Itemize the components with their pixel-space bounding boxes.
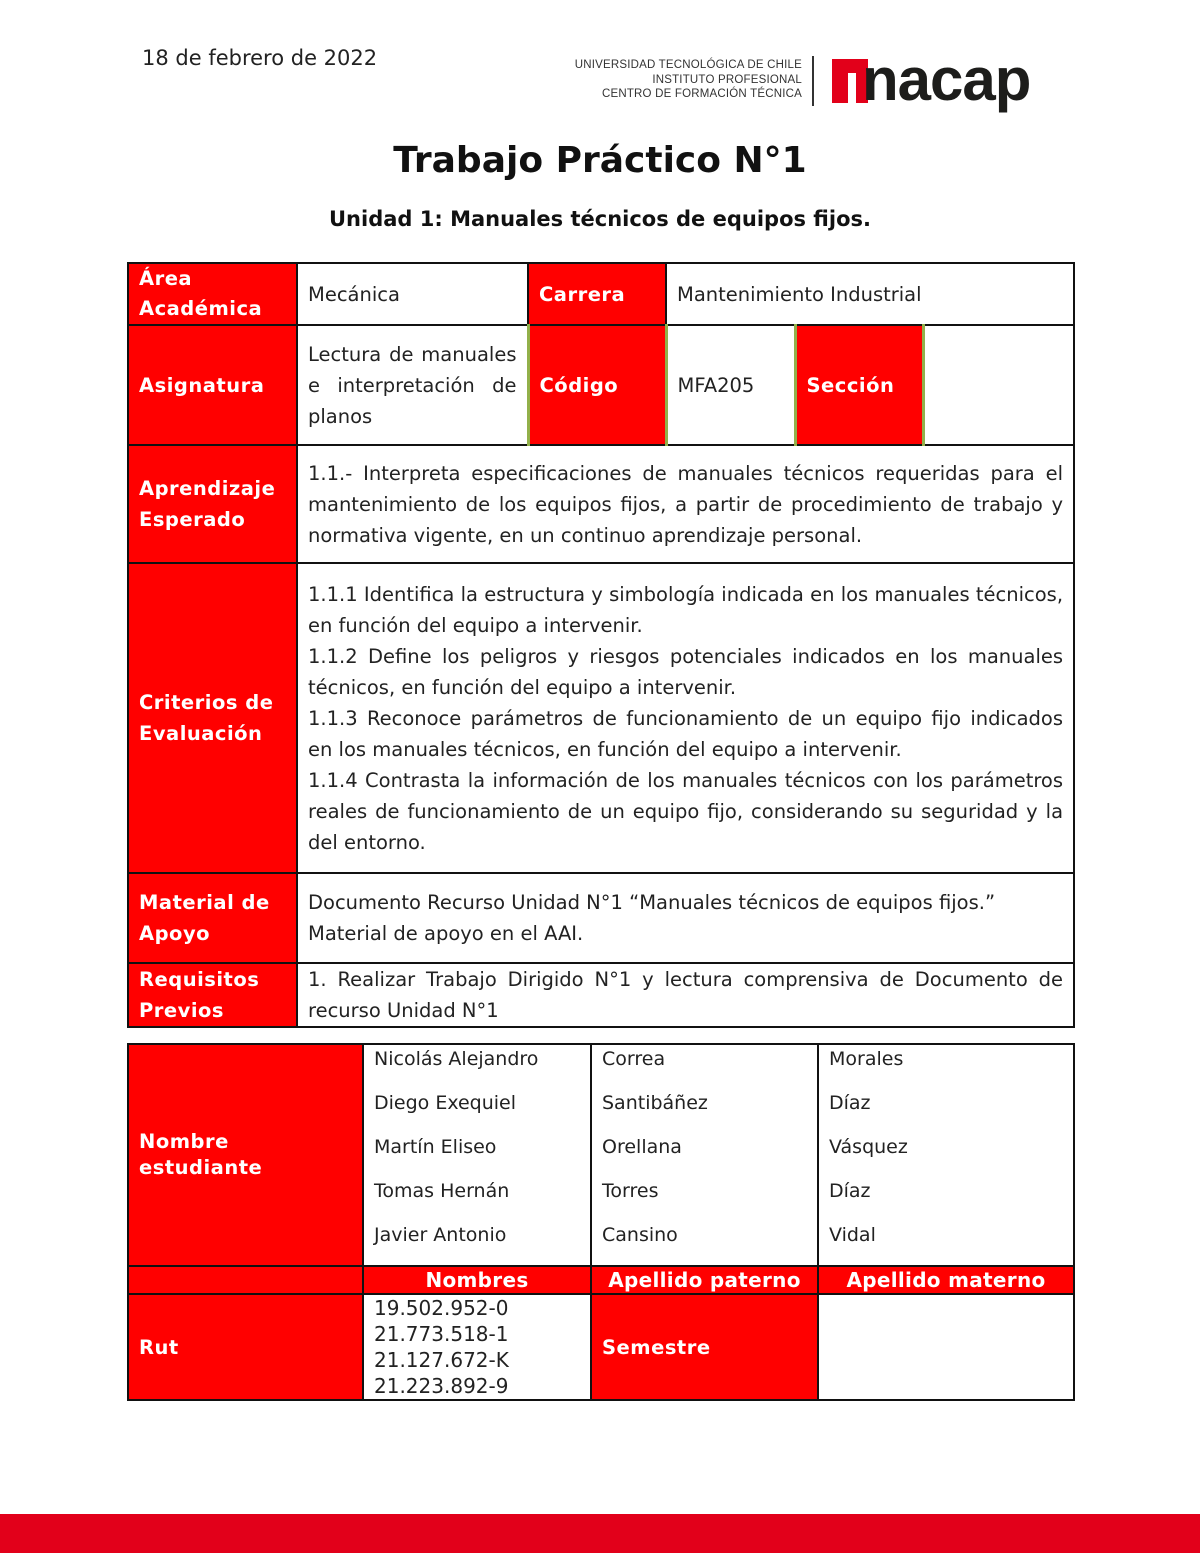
student-paternal-surname: Orellana — [602, 1136, 682, 1158]
student-first-name: Martín Eliseo — [374, 1136, 497, 1158]
codigo-label: Código — [528, 325, 666, 445]
rut-value: 21.127.672-K — [374, 1348, 509, 1372]
course-info-table — [127, 262, 1075, 1028]
institution-line: CENTRO DE FORMACIÓN TÉCNICA — [601, 88, 802, 100]
material-list — [297, 873, 1074, 963]
seccion-value — [923, 325, 1074, 445]
document-date: 18 de febrero de 2022 — [142, 46, 378, 70]
asignatura-label: Asignatura — [128, 325, 297, 445]
material-item: Documento Recurso Unidad N°1 “Manuales técnicos de equipos fijos.” — [308, 891, 996, 914]
student-first-name: Diego Exequiel — [374, 1092, 517, 1114]
codigo-value: MFA205 — [666, 325, 795, 445]
requisitos-value: 1. Realizar Trabajo Dirigido N°1 y lectura comprensiva de Documento de recurso Unidad N°1 — [297, 963, 1074, 1027]
student-first-name: Nicolás Alejandro — [374, 1048, 539, 1070]
aprendizaje-label: Aprendizaje Esperado — [128, 445, 297, 563]
student-paternal-surname: Santibáñez — [602, 1092, 708, 1114]
student-maternal-surname: Díaz — [829, 1092, 871, 1114]
criterios-list — [297, 563, 1074, 873]
aprendizaje-value: 1.1.- Interpreta especificaciones de manuales técnicos requeridas para el mantenimiento de los equipos fijos, a partir de procedimiento de trabajo y normativa vigente, en un continuo aprendizaje personal. — [297, 445, 1074, 563]
institution-lines — [560, 58, 802, 102]
paterno-column — [591, 1044, 818, 1266]
criterios-label: Criterios de Evaluación — [128, 563, 297, 873]
carrera-label: Carrera — [528, 263, 666, 325]
student-label: Nombre estudiante — [128, 1044, 363, 1266]
col-header-nombres: Nombres — [363, 1266, 591, 1294]
rut-label: Rut — [128, 1294, 363, 1400]
page-title: Trabajo Práctico N°1 — [393, 140, 807, 181]
material-label: Material de Apoyo — [128, 873, 297, 963]
student-maternal-surname: Morales — [829, 1048, 904, 1070]
semestre-label: Semestre — [591, 1294, 818, 1400]
footer-bar — [0, 1514, 1200, 1553]
rut-value: 21.773.518-1 — [374, 1322, 509, 1346]
rut-value: 19.502.952-0 — [374, 1296, 509, 1320]
institution-line: UNIVERSIDAD TECNOLÓGICA DE CHILE — [574, 59, 802, 71]
criterio-item: 1.1.4 Contrasta la información de los manuales técnicos con los parámetros reales de funcionamiento de un equipo fijo, considerando su seguridad y la del entorno. — [308, 768, 1064, 854]
materno-column — [818, 1044, 1074, 1266]
col-header-materno: Apellido materno — [818, 1266, 1074, 1294]
page-subtitle: Unidad 1: Manuales técnicos de equipos fijos. — [329, 207, 871, 231]
student-maternal-surname: Díaz — [829, 1180, 871, 1202]
student-first-name: Tomas Hernán — [374, 1180, 510, 1202]
student-table — [127, 1043, 1075, 1401]
logo-divider — [812, 56, 814, 106]
area-value: Mecánica — [297, 263, 528, 325]
student-label-continuation — [128, 1266, 363, 1294]
nombres-column — [363, 1044, 591, 1266]
area-label: Área Académica — [128, 263, 297, 325]
material-item: Material de apoyo en el AAI. — [308, 922, 584, 945]
student-maternal-surname: Vidal — [829, 1224, 876, 1246]
institution-line: INSTITUTO PROFESIONAL — [652, 73, 802, 86]
semestre-value — [818, 1294, 1074, 1400]
asignatura-value: Lectura de manuales e interpretación de planos — [297, 325, 528, 445]
seccion-label: Sección — [795, 325, 923, 445]
carrera-value: Mantenimiento Industrial — [666, 263, 1074, 325]
criterio-item: 1.1.1 Identifica la estructura y simbología indicada en los manuales técnicos, en función del equipo a intervenir. — [308, 582, 1064, 637]
rut-list — [363, 1294, 591, 1400]
rut-value: 21.223.892-9 — [374, 1374, 509, 1398]
criterio-item: 1.1.2 Define los peligros y riesgos potenciales indicados en los manuales técnicos, en función del equipo a intervenir. — [308, 644, 1064, 699]
student-paternal-surname: Cansino — [602, 1224, 678, 1246]
logo-wordmark: nacap — [862, 46, 1031, 113]
student-paternal-surname: Correa — [602, 1048, 666, 1070]
student-first-name: Javier Antonio — [374, 1224, 507, 1246]
col-header-paterno: Apellido paterno — [591, 1266, 818, 1294]
student-paternal-surname: Torres — [602, 1180, 659, 1202]
student-maternal-surname: Vásquez — [829, 1136, 908, 1158]
criterio-item: 1.1.3 Reconoce parámetros de funcionamiento de un equipo fijo indicados en los manuales técnicos, en función del equipo a intervenir. — [308, 706, 1064, 761]
requisitos-label: Requisitos Previos — [128, 963, 297, 1027]
